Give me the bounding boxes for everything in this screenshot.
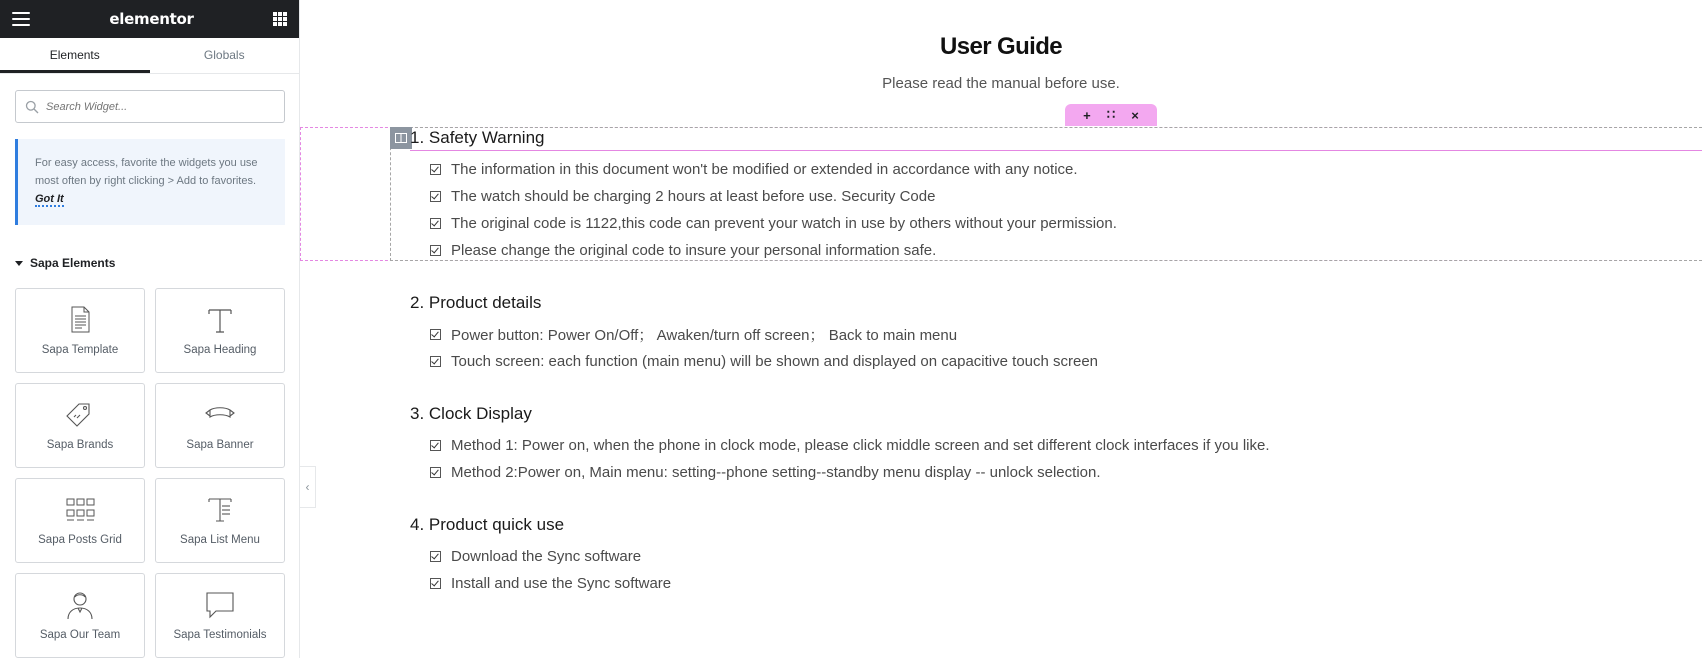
item-text: The information in this document won't be modified or extended in accordance with any notice. bbox=[451, 161, 1078, 178]
heading-icon bbox=[203, 303, 237, 337]
list-item bbox=[410, 432, 1270, 459]
search-input[interactable] bbox=[46, 101, 266, 113]
item-text: Method 1: Power on, when the phone in clock mode, please click middle screen and set different clock interfaces if you like. bbox=[451, 437, 1270, 454]
section-heading: 1. Safety Warning bbox=[410, 128, 545, 147]
column-icon bbox=[395, 133, 407, 143]
testimonials-icon bbox=[203, 588, 237, 622]
checkbox-icon bbox=[430, 218, 441, 229]
list-item bbox=[410, 156, 1117, 183]
item-text: The watch should be charging 2 hours at least before use. Security Code bbox=[451, 188, 936, 205]
section-product-quick-use bbox=[410, 515, 671, 597]
list-item bbox=[410, 210, 1117, 237]
widget-sapa-heading[interactable] bbox=[155, 288, 285, 373]
checkbox-icon bbox=[430, 578, 441, 589]
banner-icon bbox=[203, 398, 237, 432]
section-safety-warning bbox=[410, 128, 1117, 264]
section-heading: 3. Clock Display bbox=[410, 404, 532, 423]
favorites-tip bbox=[15, 139, 285, 225]
drag-handle-icon[interactable]: ∷ bbox=[1106, 107, 1116, 122]
category-sapa-elements[interactable] bbox=[15, 256, 115, 270]
preview-canvas bbox=[300, 0, 1702, 658]
widget-sapa-list-menu[interactable] bbox=[155, 478, 285, 563]
item-text: The original code is 1122,this code can prevent your watch in use by others without your permission. bbox=[451, 215, 1117, 232]
checklist bbox=[410, 156, 1117, 264]
caret-down-icon bbox=[15, 261, 23, 266]
widget-sapa-banner[interactable] bbox=[155, 383, 285, 468]
item-text: Touch screen: each function (main menu) will be shown and displayed on capacitive touch screen bbox=[451, 353, 1099, 370]
menu-icon[interactable] bbox=[12, 12, 30, 26]
widget-label: Sapa Heading bbox=[183, 344, 257, 356]
widget-label: Sapa Posts Grid bbox=[38, 534, 122, 546]
widget-grid bbox=[15, 288, 285, 658]
section-clock-display bbox=[410, 404, 1270, 486]
item-text: Install and use the Sync software bbox=[451, 575, 672, 592]
team-icon bbox=[63, 588, 97, 622]
checklist bbox=[410, 432, 1270, 486]
list-item bbox=[410, 183, 1117, 210]
list-item bbox=[410, 543, 671, 570]
panel-topbar bbox=[0, 0, 299, 38]
checklist bbox=[410, 321, 1098, 375]
item-text: Please change the original code to insure your personal information safe. bbox=[451, 242, 937, 259]
widget-sapa-brands[interactable] bbox=[15, 383, 145, 468]
list-menu-icon bbox=[203, 493, 237, 527]
close-icon[interactable]: × bbox=[1131, 107, 1139, 123]
panel-tabs bbox=[0, 38, 299, 74]
section-heading: 4. Product quick use bbox=[410, 515, 565, 534]
list-item bbox=[410, 459, 1270, 486]
checkbox-icon bbox=[430, 356, 441, 367]
search-icon bbox=[25, 100, 39, 114]
checkbox-icon bbox=[430, 164, 441, 175]
section-product-details bbox=[410, 293, 1098, 375]
search-box bbox=[15, 90, 285, 123]
tip-text: For easy access, favorite the widgets you use most often by right clicking > Add to favorites. bbox=[35, 157, 258, 187]
list-item bbox=[410, 348, 1098, 375]
tab-globals[interactable]: Globals bbox=[203, 48, 245, 62]
widget-sapa-posts-grid[interactable] bbox=[15, 478, 145, 563]
posts-grid-icon bbox=[63, 493, 97, 527]
column-edit-handle[interactable] bbox=[390, 127, 412, 149]
list-item bbox=[410, 321, 1098, 348]
document-icon bbox=[63, 303, 97, 337]
tag-icon bbox=[63, 398, 97, 432]
page-subtitle: Please read the manual before use. bbox=[882, 75, 1120, 92]
checkbox-icon bbox=[430, 191, 441, 202]
checklist bbox=[410, 543, 671, 597]
checkbox-icon bbox=[430, 467, 441, 478]
chevron-left-icon: ‹ bbox=[305, 480, 310, 494]
brand-logo: elementor bbox=[109, 10, 194, 28]
got-it-link[interactable]: Got It bbox=[35, 193, 64, 205]
item-text: Power button: Power On/Off； Awaken/turn off screen； Back to main menu bbox=[451, 327, 958, 344]
widget-sapa-testimonials[interactable] bbox=[155, 573, 285, 658]
widget-sapa-our-team[interactable] bbox=[15, 573, 145, 658]
tab-elements[interactable]: Elements bbox=[0, 38, 150, 73]
widget-label: Sapa Our Team bbox=[39, 629, 121, 641]
list-item bbox=[410, 237, 1117, 264]
section-handle bbox=[1065, 104, 1157, 126]
apps-grid-icon[interactable] bbox=[273, 12, 287, 26]
widget-sapa-template[interactable] bbox=[15, 288, 145, 373]
section-heading: 2. Product details bbox=[410, 293, 542, 312]
item-text: Download the Sync software bbox=[451, 548, 642, 565]
list-item bbox=[410, 570, 671, 597]
widget-label: Sapa Brands bbox=[46, 439, 114, 451]
checkbox-icon bbox=[430, 551, 441, 562]
category-title: Sapa Elements bbox=[30, 256, 116, 270]
checkbox-icon bbox=[430, 329, 441, 340]
checkbox-icon bbox=[430, 440, 441, 451]
widget-label: Sapa Testimonials bbox=[173, 629, 267, 641]
widget-label: Sapa List Menu bbox=[180, 534, 260, 546]
widget-label: Sapa Banner bbox=[186, 439, 254, 451]
elementor-panel bbox=[0, 0, 300, 658]
widget-label: Sapa Template bbox=[41, 344, 119, 356]
checkbox-icon bbox=[430, 245, 441, 256]
add-section-icon[interactable]: + bbox=[1083, 107, 1091, 123]
item-text: Method 2:Power on, Main menu: setting--phone setting--standby menu display -- unlock selection. bbox=[451, 464, 1101, 481]
page-title: User Guide bbox=[939, 33, 1063, 60]
